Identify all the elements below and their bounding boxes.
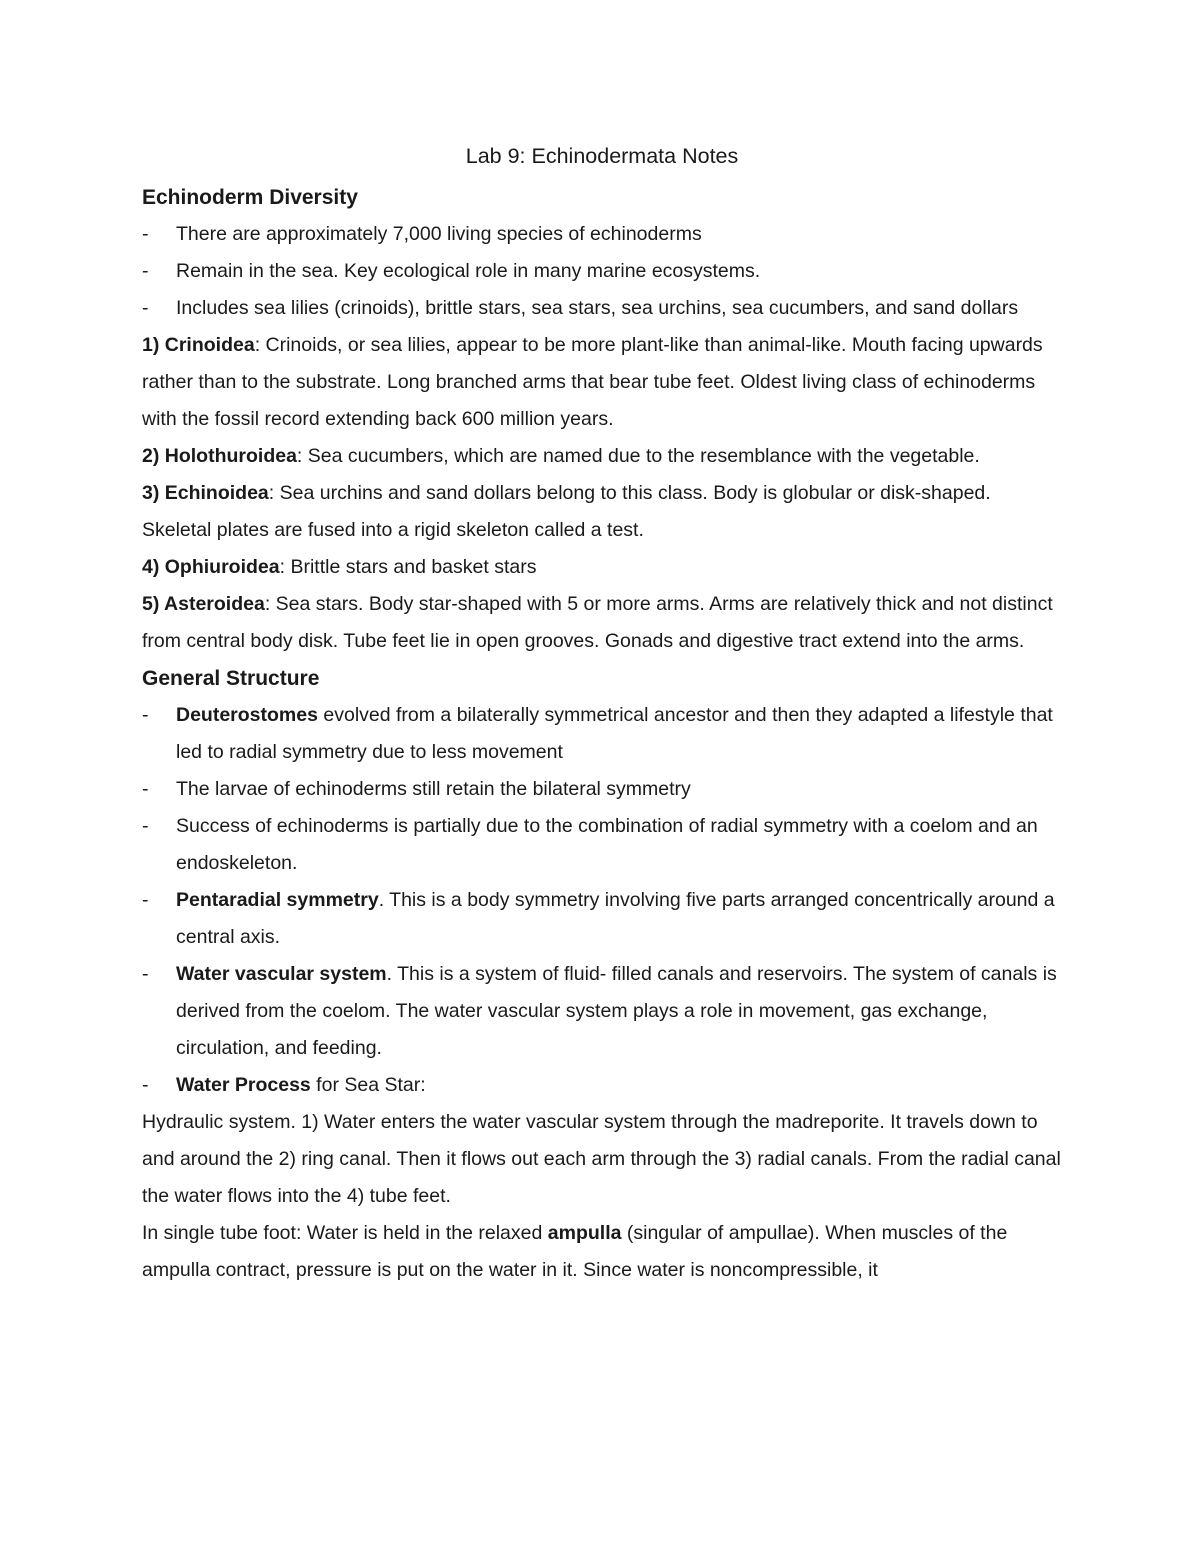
paragraph-text: In single tube foot: Water is held in the relaxed [142,1222,548,1244]
list-item [142,771,1062,808]
class-description: : Crinoids, or sea lilies, appear to be more plant-like than animal-like. Mouth facing upwards rather than to the substrate. Long branched arms that bear tube feet. Oldest living class of echinoderms with the fossil record extending back 600 million years. [142,334,1043,430]
page-title: Lab 9: Echinodermata Notes [465,144,739,168]
class-description: : Sea stars. Body star-shaped with 5 or more arms. Arms are relatively thick and not distinct from central body disk. Tube feet lie in open grooves. Gonads and digestive tract extend into the arms. [142,593,1053,652]
bullet-dash: - [142,778,149,800]
bullet-dash: - [142,889,149,911]
class-crinoidea [142,327,1062,438]
bullet-dash: - [142,223,149,245]
bullet-text: for Sea Star: [310,1074,426,1096]
class-echinoidea [142,475,1062,549]
class-label: 4) Ophiuroidea [142,556,280,578]
bullet-dash: - [142,1074,149,1096]
list-item [142,697,1062,771]
list-item [142,808,1062,882]
list-item [142,882,1062,956]
bullet-dash: - [142,297,149,319]
bullet-term: Water Process [176,1074,311,1096]
bullet-dash: - [142,704,149,726]
bullet-text: Remain in the sea. Key ecological role in many marine ecosystems. [176,260,761,282]
bullet-term: Deuterostomes [176,704,318,726]
document-content [142,138,1062,1289]
paragraph-hydraulic-system: Hydraulic system. 1) Water enters the water vascular system through the madreporite. It travels down to and around the 2) ring canal. Then it flows out each arm through the 3) radial canals. From the radial canal the water flows into the 4) tube feet. [142,1111,1061,1207]
paragraph-term: ampulla [547,1222,622,1244]
bullet-term: Water vascular system [176,963,387,985]
bullet-dash: - [142,260,149,282]
bullet-text: evolved from a bilaterally symmetrical ancestor and then they adapted a lifestyle that led to radial symmetry due to less movement [176,704,1053,763]
class-holothuroidea [142,438,1062,475]
list-item [142,253,1062,290]
list-item [142,1067,1062,1104]
bullet-text: . This is a system of fluid- filled canals and reservoirs. The system of canals is derived from the coelom. The water vascular system plays a role in movement, gas exchange, circulation, and feeding. [176,963,1057,1059]
class-description: : Sea urchins and sand dollars belong to this class. Body is globular or disk-shaped. Skeletal plates are fused into a rigid skeleton called a test. [142,482,991,541]
class-description: : Sea cucumbers, which are named due to the resemblance with the vegetable. [296,445,980,467]
class-description: : Brittle stars and basket stars [279,556,537,578]
class-asteroidea [142,586,1062,660]
list-item [142,956,1062,1067]
paragraph-tube-foot [142,1215,1062,1289]
bullet-text: The larvae of echinoderms still retain the bilateral symmetry [176,778,691,800]
class-label: 5) Asteroidea [142,593,265,615]
list-item [142,290,1062,327]
bullet-term: Pentaradial symmetry [176,889,379,911]
section-heading-diversity: Echinoderm Diversity [142,186,358,209]
bullet-text: There are approximately 7,000 living species of echinoderms [176,223,702,245]
section-heading-structure: General Structure [142,667,320,690]
class-label: 3) Echinoidea [142,482,269,504]
class-ophiuroidea [142,549,1062,586]
paragraph-text: (singular of ampullae). When muscles of the ampulla contract, pressure is put on the water in it. Since water is noncompressible, it [142,1222,1008,1281]
bullet-dash: - [142,963,149,985]
bullet-text: . This is a body symmetry involving five parts arranged concentrically around a central axis. [176,889,1055,948]
class-label: 1) Crinoidea [142,334,255,356]
class-label: 2) Holothuroidea [142,445,297,467]
bullet-text: Success of echinoderms is partially due to the combination of radial symmetry with a coelom and an endoskeleton. [176,815,1038,874]
list-item [142,216,1062,253]
bullet-dash: - [142,815,149,837]
bullet-text: Includes sea lilies (crinoids), brittle stars, sea stars, sea urchins, sea cucumbers, and sand dollars [176,297,1019,319]
